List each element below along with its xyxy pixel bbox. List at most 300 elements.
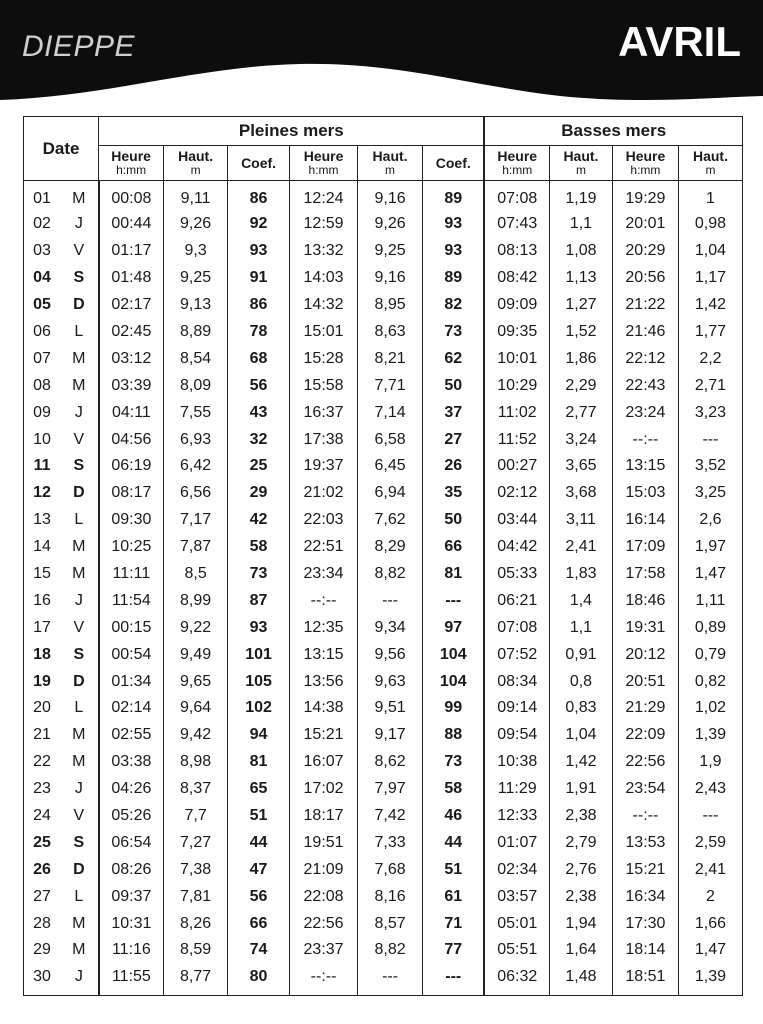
high2-height: 8,16 (358, 883, 423, 910)
low2-time: 19:31 (612, 614, 678, 641)
high1-height: 9,26 (164, 211, 228, 238)
weekday-letter: D (60, 480, 99, 507)
high2-height: 9,26 (358, 211, 423, 238)
high2-coef: 46 (423, 803, 485, 830)
low2-time: 22:09 (612, 722, 678, 749)
low1-height: 1,19 (549, 181, 612, 212)
high2-height-header: Haut. m (358, 146, 423, 181)
high-tide-group-header: Pleines mers (99, 117, 485, 146)
high1-height: 8,09 (164, 372, 228, 399)
low1-time: 03:44 (484, 507, 549, 534)
weekday-letter: S (60, 641, 99, 668)
high2-coef: 27 (423, 426, 485, 453)
date-number: 02 (24, 211, 61, 238)
high2-height: 8,62 (358, 749, 423, 776)
high1-coef: 102 (228, 695, 290, 722)
high2-height: 6,58 (358, 426, 423, 453)
high2-coef: 73 (423, 319, 485, 346)
table-row (24, 561, 743, 588)
low1-time: 01:07 (484, 829, 549, 856)
high1-coef: 93 (228, 238, 290, 265)
weekday-letter: M (60, 534, 99, 561)
low1-time: 07:52 (484, 641, 549, 668)
low1-height: 1,91 (549, 776, 612, 803)
low2-time: 20:01 (612, 211, 678, 238)
low1-height: 1,94 (549, 910, 612, 937)
high1-height: 7,87 (164, 534, 228, 561)
high1-coef: 42 (228, 507, 290, 534)
low1-time: 12:33 (484, 803, 549, 830)
table-row (24, 507, 743, 534)
low2-height: 1,47 (678, 561, 742, 588)
weekday-letter: V (60, 426, 99, 453)
table-row (24, 587, 743, 614)
high2-time: 15:21 (290, 722, 358, 749)
low1-height: 1,27 (549, 292, 612, 319)
high1-height: 6,93 (164, 426, 228, 453)
high2-height: 6,45 (358, 453, 423, 480)
low1-time-header: Heure h:mm (484, 146, 549, 181)
high2-height: 6,94 (358, 480, 423, 507)
tide-table (23, 116, 743, 996)
high2-coef: 50 (423, 507, 485, 534)
table-row (24, 695, 743, 722)
table-row (24, 964, 743, 995)
month-title: AVRIL (618, 18, 741, 65)
low2-time: 19:29 (612, 181, 678, 212)
low1-time: 10:01 (484, 345, 549, 372)
weekday-letter: L (60, 695, 99, 722)
high1-time: 02:14 (99, 695, 164, 722)
high1-coef: 43 (228, 399, 290, 426)
high1-height: 7,7 (164, 803, 228, 830)
high2-height: 8,29 (358, 534, 423, 561)
high2-coef: 93 (423, 238, 485, 265)
high2-time: 16:37 (290, 399, 358, 426)
table-row (24, 614, 743, 641)
weekday-letter: M (60, 722, 99, 749)
low2-time: 15:03 (612, 480, 678, 507)
date-number: 12 (24, 480, 61, 507)
low2-height: 1,39 (678, 722, 742, 749)
high1-time: 09:37 (99, 883, 164, 910)
low2-height: 1,47 (678, 937, 742, 964)
high2-time: 17:02 (290, 776, 358, 803)
high1-time: 08:26 (99, 856, 164, 883)
high2-height: 9,63 (358, 668, 423, 695)
high1-coef: 44 (228, 829, 290, 856)
high2-time: --:-- (290, 964, 358, 995)
low2-height: 1,77 (678, 319, 742, 346)
high1-height: 7,17 (164, 507, 228, 534)
low1-height-header: Haut. m (549, 146, 612, 181)
low1-time: 07:08 (484, 181, 549, 212)
table-row (24, 265, 743, 292)
high2-time: 19:37 (290, 453, 358, 480)
high1-coef: 29 (228, 480, 290, 507)
weekday-letter: M (60, 372, 99, 399)
high1-time: 11:11 (99, 561, 164, 588)
low1-time: 07:43 (484, 211, 549, 238)
weekday-letter: J (60, 964, 99, 995)
high2-time: 16:07 (290, 749, 358, 776)
low2-time: 18:14 (612, 937, 678, 964)
low2-height: 1,9 (678, 749, 742, 776)
high1-height: 9,65 (164, 668, 228, 695)
high2-coef: 26 (423, 453, 485, 480)
high1-coef: 68 (228, 345, 290, 372)
high2-height: 8,95 (358, 292, 423, 319)
date-number: 05 (24, 292, 61, 319)
low2-time: 22:43 (612, 372, 678, 399)
high2-time: 12:59 (290, 211, 358, 238)
low-tide-group-header: Basses mers (484, 117, 742, 146)
high2-coef: 35 (423, 480, 485, 507)
high2-coef: 37 (423, 399, 485, 426)
low1-height: 1,1 (549, 614, 612, 641)
low1-time: 03:57 (484, 883, 549, 910)
high2-time: 22:08 (290, 883, 358, 910)
weekday-letter: S (60, 829, 99, 856)
high2-time: 14:03 (290, 265, 358, 292)
table-row (24, 399, 743, 426)
low2-time: 16:34 (612, 883, 678, 910)
high2-time: 15:58 (290, 372, 358, 399)
high2-coef: 99 (423, 695, 485, 722)
low1-time: 10:38 (484, 749, 549, 776)
high2-height: 7,62 (358, 507, 423, 534)
low1-time: 05:51 (484, 937, 549, 964)
date-number: 09 (24, 399, 61, 426)
high1-height: 8,5 (164, 561, 228, 588)
low1-time: 06:32 (484, 964, 549, 995)
high2-height: 7,68 (358, 856, 423, 883)
date-number: 27 (24, 883, 61, 910)
high2-coef: --- (423, 964, 485, 995)
high2-height: --- (358, 964, 423, 995)
high2-coef: 50 (423, 372, 485, 399)
high2-height: 8,21 (358, 345, 423, 372)
high2-height: 9,16 (358, 265, 423, 292)
high2-time: 19:51 (290, 829, 358, 856)
table-row (24, 480, 743, 507)
high1-time: 11:16 (99, 937, 164, 964)
high1-coef: 74 (228, 937, 290, 964)
high2-time: 22:51 (290, 534, 358, 561)
high2-height: 9,17 (358, 722, 423, 749)
high2-coef: 89 (423, 181, 485, 212)
low1-height: 1,42 (549, 749, 612, 776)
low2-height: 2,71 (678, 372, 742, 399)
low2-time: 18:51 (612, 964, 678, 995)
date-number: 24 (24, 803, 61, 830)
high2-time: 23:37 (290, 937, 358, 964)
high1-coef: 78 (228, 319, 290, 346)
high2-time: 22:03 (290, 507, 358, 534)
high1-height: 9,42 (164, 722, 228, 749)
high2-height: --- (358, 587, 423, 614)
high1-coef: 65 (228, 776, 290, 803)
high1-height: 7,55 (164, 399, 228, 426)
low2-time: 23:24 (612, 399, 678, 426)
high2-height: 8,82 (358, 561, 423, 588)
date-number: 15 (24, 561, 61, 588)
high1-time: 04:56 (99, 426, 164, 453)
date-number: 03 (24, 238, 61, 265)
low2-time: 17:30 (612, 910, 678, 937)
table-row (24, 641, 743, 668)
low2-height: 1,02 (678, 695, 742, 722)
low2-height: --- (678, 426, 742, 453)
date-number: 25 (24, 829, 61, 856)
low1-time: 00:27 (484, 453, 549, 480)
high1-height: 8,77 (164, 964, 228, 995)
high1-time: 08:17 (99, 480, 164, 507)
low1-time: 05:33 (484, 561, 549, 588)
high1-height: 8,26 (164, 910, 228, 937)
high2-time: 14:38 (290, 695, 358, 722)
high1-coef: 92 (228, 211, 290, 238)
high2-time: 14:32 (290, 292, 358, 319)
date-number: 26 (24, 856, 61, 883)
high1-coef: 81 (228, 749, 290, 776)
high2-coef: 89 (423, 265, 485, 292)
low1-height: 2,38 (549, 803, 612, 830)
high1-time: 00:44 (99, 211, 164, 238)
low1-height: 1,1 (549, 211, 612, 238)
high2-height: 8,57 (358, 910, 423, 937)
low2-height: --- (678, 803, 742, 830)
weekday-letter: J (60, 587, 99, 614)
table-row (24, 426, 743, 453)
high2-time: 13:56 (290, 668, 358, 695)
low1-time: 10:29 (484, 372, 549, 399)
low2-height: 3,25 (678, 480, 742, 507)
high2-time: 21:02 (290, 480, 358, 507)
high1-time: 04:26 (99, 776, 164, 803)
high1-time: 06:19 (99, 453, 164, 480)
table-row (24, 211, 743, 238)
high1-height: 9,13 (164, 292, 228, 319)
date-number: 21 (24, 722, 61, 749)
high2-height: 7,33 (358, 829, 423, 856)
high1-time: 02:45 (99, 319, 164, 346)
low1-height: 0,91 (549, 641, 612, 668)
low2-time: 13:15 (612, 453, 678, 480)
high1-height: 9,11 (164, 181, 228, 212)
high2-coef: 61 (423, 883, 485, 910)
low1-time: 08:13 (484, 238, 549, 265)
high2-height: 7,71 (358, 372, 423, 399)
city-name: DIEPPE (22, 30, 136, 63)
low2-time: 20:29 (612, 238, 678, 265)
low2-time: 13:53 (612, 829, 678, 856)
high2-coef: --- (423, 587, 485, 614)
weekday-letter: D (60, 668, 99, 695)
high2-coef: 44 (423, 829, 485, 856)
high2-coef: 77 (423, 937, 485, 964)
weekday-letter: J (60, 399, 99, 426)
low1-height: 3,68 (549, 480, 612, 507)
table-row (24, 829, 743, 856)
low1-height: 1,48 (549, 964, 612, 995)
table-row (24, 803, 743, 830)
high1-time: 03:38 (99, 749, 164, 776)
table-row (24, 181, 743, 212)
high2-time: 13:15 (290, 641, 358, 668)
table-row (24, 534, 743, 561)
high2-time: 17:38 (290, 426, 358, 453)
low1-height: 2,29 (549, 372, 612, 399)
high2-height: 9,56 (358, 641, 423, 668)
low1-height: 0,8 (549, 668, 612, 695)
low1-height: 3,24 (549, 426, 612, 453)
table-row (24, 319, 743, 346)
high2-coef: 58 (423, 776, 485, 803)
high1-coef: 56 (228, 372, 290, 399)
table-row (24, 749, 743, 776)
weekday-letter: J (60, 776, 99, 803)
date-number: 10 (24, 426, 61, 453)
high1-coef: 87 (228, 587, 290, 614)
low2-time-header: Heure h:mm (612, 146, 678, 181)
high2-coef: 73 (423, 749, 485, 776)
date-header: Date (24, 117, 99, 181)
high1-height: 7,27 (164, 829, 228, 856)
low1-time: 09:14 (484, 695, 549, 722)
weekday-letter: M (60, 181, 99, 212)
high2-coef-header: Coef. (423, 146, 485, 181)
high2-height: 8,82 (358, 937, 423, 964)
date-number: 28 (24, 910, 61, 937)
high2-coef: 82 (423, 292, 485, 319)
low2-height: 1,11 (678, 587, 742, 614)
date-number: 06 (24, 319, 61, 346)
weekday-letter: L (60, 883, 99, 910)
table-row (24, 372, 743, 399)
high1-coef-header: Coef. (228, 146, 290, 181)
high1-time: 09:30 (99, 507, 164, 534)
low2-time: 21:46 (612, 319, 678, 346)
low2-height: 2,41 (678, 856, 742, 883)
high1-time: 00:54 (99, 641, 164, 668)
high2-coef: 51 (423, 856, 485, 883)
high2-coef: 81 (423, 561, 485, 588)
date-number: 04 (24, 265, 61, 292)
table-row (24, 856, 743, 883)
high1-coef: 91 (228, 265, 290, 292)
low2-height: 1,97 (678, 534, 742, 561)
high1-height: 9,22 (164, 614, 228, 641)
date-number: 14 (24, 534, 61, 561)
low2-height: 0,79 (678, 641, 742, 668)
high1-height-header: Haut. m (164, 146, 228, 181)
high2-height: 7,97 (358, 776, 423, 803)
high1-height: 7,38 (164, 856, 228, 883)
high1-coef: 25 (228, 453, 290, 480)
low1-time: 02:34 (484, 856, 549, 883)
date-number: 30 (24, 964, 61, 995)
low1-height: 1,64 (549, 937, 612, 964)
tide-table-body (24, 181, 743, 996)
low1-time: 08:42 (484, 265, 549, 292)
high2-time: --:-- (290, 587, 358, 614)
weekday-letter: D (60, 292, 99, 319)
high1-time: 11:55 (99, 964, 164, 995)
high1-time: 10:31 (99, 910, 164, 937)
low1-height: 1,86 (549, 345, 612, 372)
weekday-letter: V (60, 614, 99, 641)
high1-time: 04:11 (99, 399, 164, 426)
high1-height: 8,98 (164, 749, 228, 776)
high1-time-header: Heure h:mm (99, 146, 164, 181)
table-row (24, 453, 743, 480)
date-number: 29 (24, 937, 61, 964)
low1-height: 0,83 (549, 695, 612, 722)
low1-time: 09:35 (484, 319, 549, 346)
table-row (24, 910, 743, 937)
high1-time: 01:34 (99, 668, 164, 695)
low1-height: 2,76 (549, 856, 612, 883)
high2-time: 15:28 (290, 345, 358, 372)
low2-time: 20:56 (612, 265, 678, 292)
low2-height: 1,66 (678, 910, 742, 937)
weekday-letter: M (60, 937, 99, 964)
low1-time: 02:12 (484, 480, 549, 507)
low1-height: 2,41 (549, 534, 612, 561)
high2-time: 15:01 (290, 319, 358, 346)
high2-time: 12:24 (290, 181, 358, 212)
low1-height: 1,13 (549, 265, 612, 292)
low1-height: 1,04 (549, 722, 612, 749)
weekday-letter: V (60, 238, 99, 265)
high1-height: 8,37 (164, 776, 228, 803)
high1-coef: 66 (228, 910, 290, 937)
high2-time-header: Heure h:mm (290, 146, 358, 181)
low1-height: 3,65 (549, 453, 612, 480)
low1-time: 06:21 (484, 587, 549, 614)
high1-coef: 51 (228, 803, 290, 830)
high1-time: 01:48 (99, 265, 164, 292)
low2-time: 15:21 (612, 856, 678, 883)
table-row (24, 238, 743, 265)
date-number: 19 (24, 668, 61, 695)
table-row (24, 776, 743, 803)
low2-height-header: Haut. m (678, 146, 742, 181)
high1-coef: 93 (228, 614, 290, 641)
high1-height: 9,3 (164, 238, 228, 265)
weekday-letter: L (60, 319, 99, 346)
low1-height: 2,79 (549, 829, 612, 856)
date-number: 20 (24, 695, 61, 722)
date-number: 22 (24, 749, 61, 776)
high1-time: 02:17 (99, 292, 164, 319)
table-row (24, 883, 743, 910)
date-number: 17 (24, 614, 61, 641)
high1-time: 01:17 (99, 238, 164, 265)
weekday-letter: M (60, 345, 99, 372)
weekday-letter: L (60, 507, 99, 534)
high1-coef: 94 (228, 722, 290, 749)
high1-height: 8,54 (164, 345, 228, 372)
date-number: 18 (24, 641, 61, 668)
date-number: 07 (24, 345, 61, 372)
low1-height: 1,08 (549, 238, 612, 265)
date-number: 13 (24, 507, 61, 534)
low1-height: 2,38 (549, 883, 612, 910)
high1-height: 8,99 (164, 587, 228, 614)
high1-height: 9,25 (164, 265, 228, 292)
